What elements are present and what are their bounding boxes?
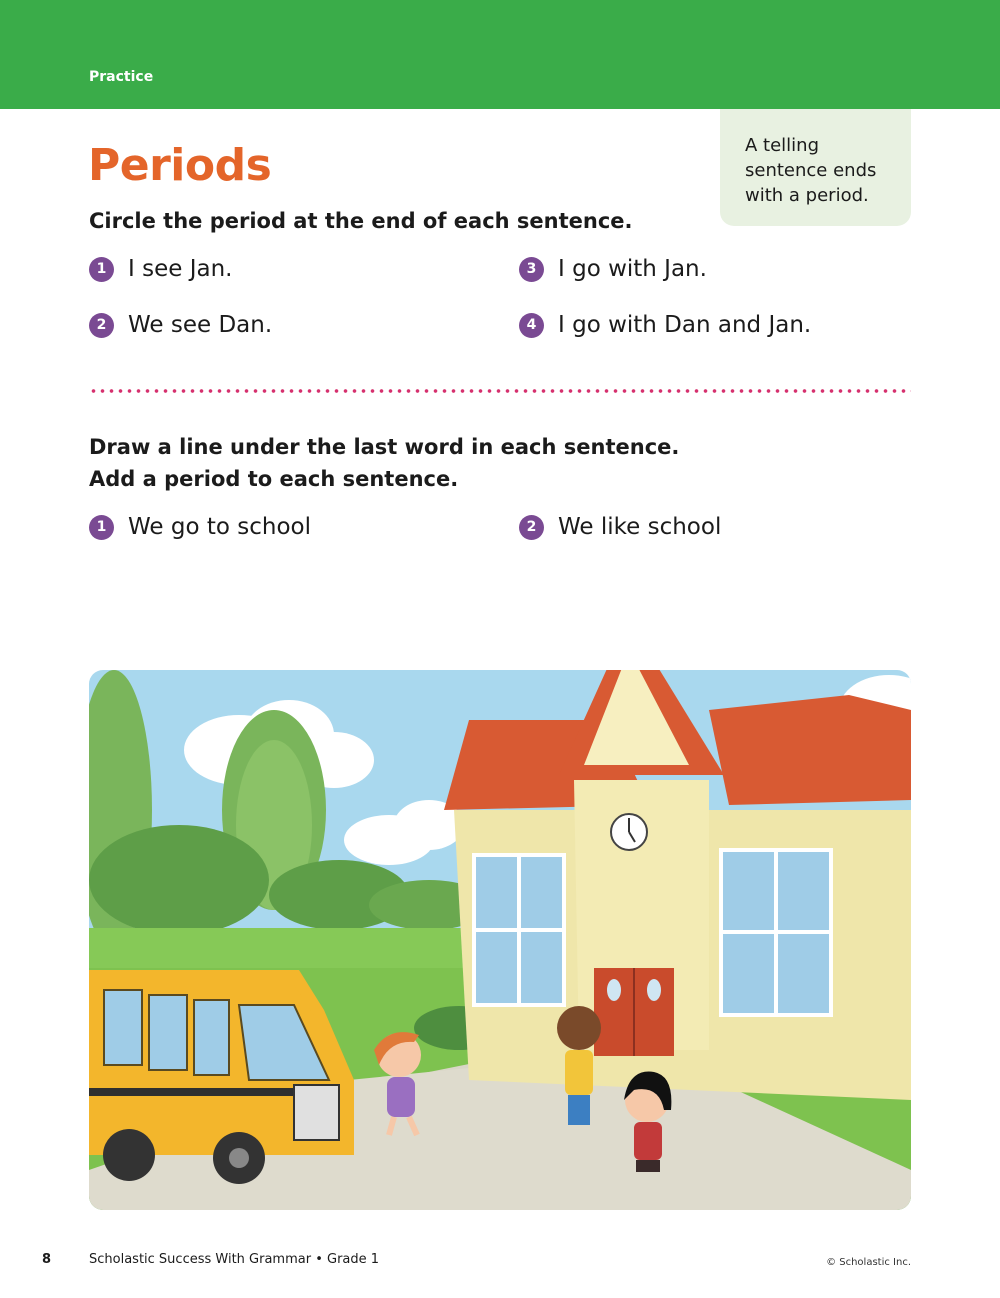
instruction-add-period: Add a period to each sentence. <box>89 467 459 491</box>
number-badge: 2 <box>89 313 114 338</box>
header-band <box>0 0 1000 109</box>
sentence-text: We like school <box>558 514 722 540</box>
number-badge: 1 <box>89 257 114 282</box>
sentence-text: We see Dan. <box>128 312 273 338</box>
section-label: Practice <box>89 69 154 85</box>
sentence-text: I go with Dan and Jan. <box>558 312 812 338</box>
exercise-item-6 <box>519 512 721 542</box>
sentence-text: I see Jan. <box>128 256 233 282</box>
page-title: Periods <box>88 140 272 191</box>
instruction-circle-period: Circle the period at the end of each sentence. <box>89 209 633 233</box>
exercise-item-4 <box>519 310 811 340</box>
exercise-item-5 <box>89 512 311 542</box>
exercise-item-2 <box>89 310 272 340</box>
number-badge: 3 <box>519 257 544 282</box>
copyright: © Scholastic Inc. <box>826 1257 911 1268</box>
number-badge: 1 <box>89 515 114 540</box>
tip-box <box>720 109 911 226</box>
school-bus <box>89 970 354 1184</box>
number-badge: 2 <box>519 515 544 540</box>
dotted-divider <box>89 388 911 394</box>
instruction-underline-word: Draw a line under the last word in each sentence. <box>89 435 680 459</box>
tip-text: A telling sentence ends with a period. <box>745 135 877 206</box>
number-badge: 4 <box>519 313 544 338</box>
sentence-text: I go with Jan. <box>558 256 707 282</box>
book-title: Scholastic Success With Grammar • Grade 1 <box>89 1252 380 1267</box>
sentence-text: We go to school <box>128 514 311 540</box>
exercise-item-1 <box>89 254 232 284</box>
page-number: 8 <box>42 1252 52 1267</box>
exercise-item-3 <box>519 254 707 284</box>
school-scene-illustration <box>89 610 911 1210</box>
